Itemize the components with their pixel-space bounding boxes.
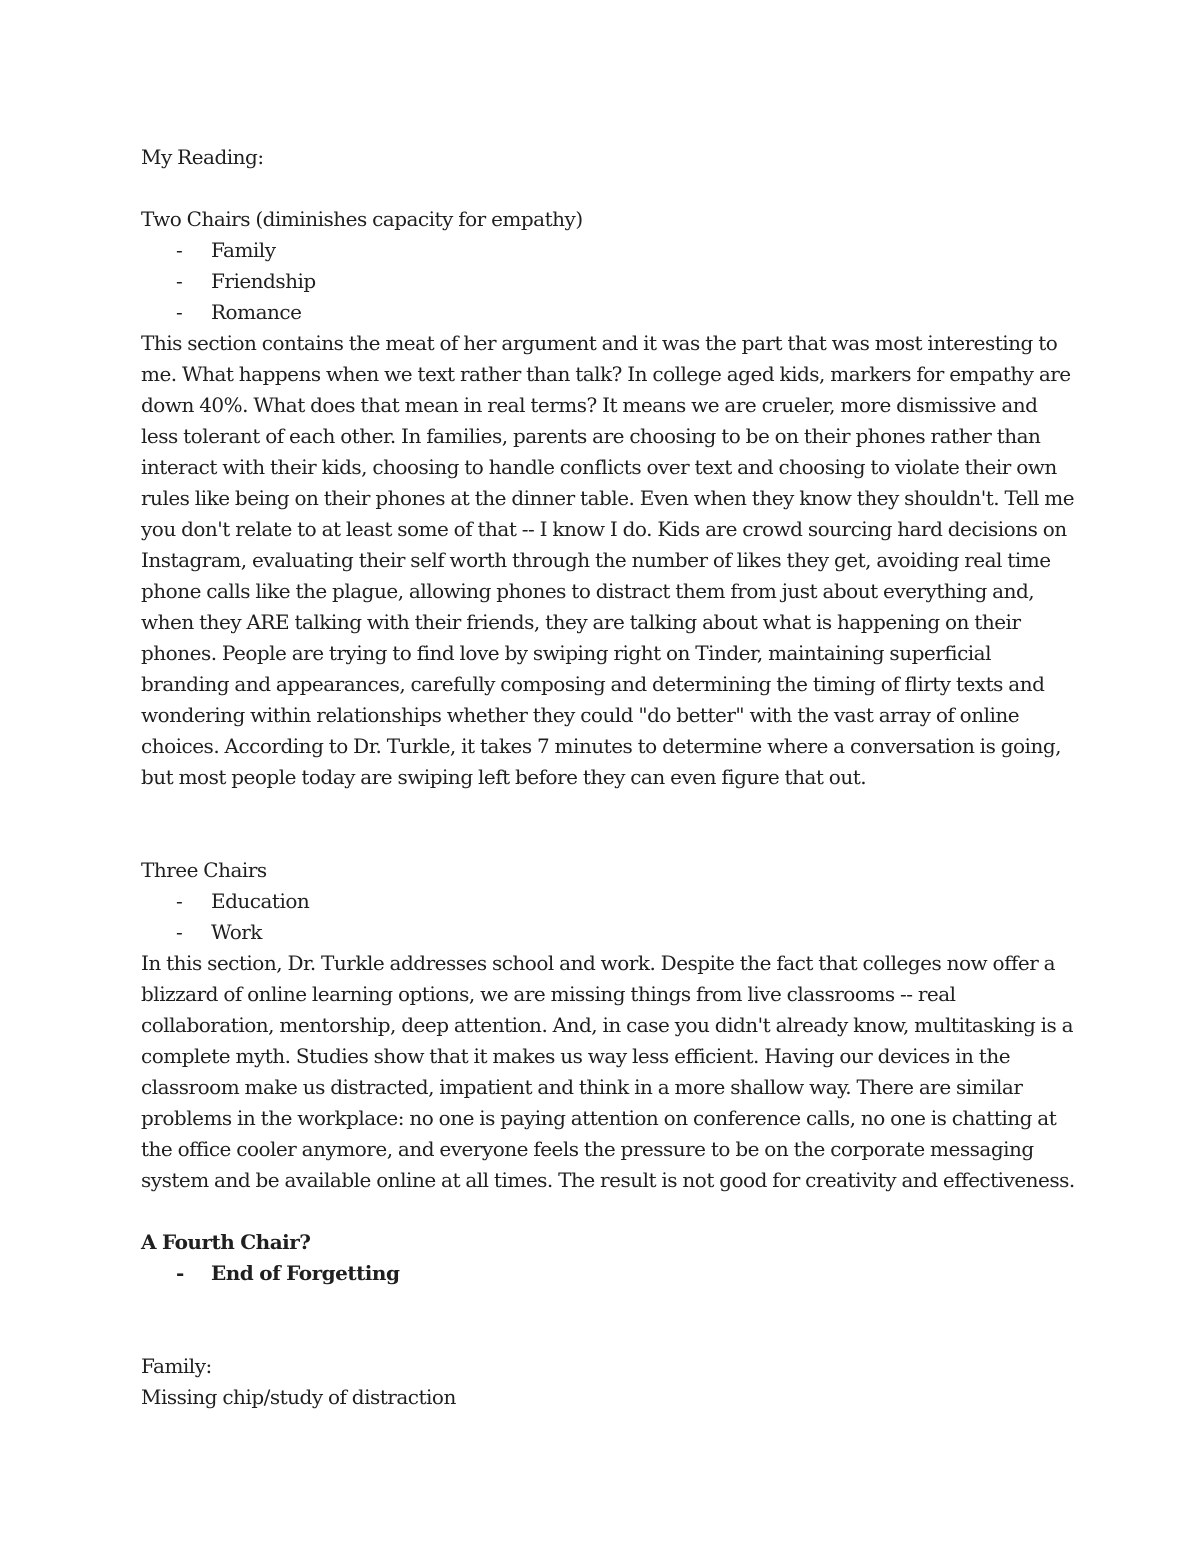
- list-item-text: Work: [211, 920, 262, 944]
- spacer: [141, 1289, 1066, 1320]
- fourth-chair-heading: A Fourth Chair?: [141, 1230, 311, 1254]
- family-heading: Family:: [141, 1354, 212, 1378]
- list-item: [141, 297, 1066, 328]
- list-item: [141, 917, 1066, 948]
- spacer: [141, 173, 1066, 204]
- paragraph-line: phone calls like the plague, allowing phones to distract them from just about everything and,: [141, 579, 1035, 603]
- paragraph-line: me. What happens when we text rather than talk? In college aged kids, markers for empathy are: [141, 362, 1071, 386]
- paragraph-line: system and be available online at all times. The result is not good for creativity and effectiveness.: [141, 1168, 1075, 1192]
- paragraph-line: wondering within relationships whether they could "do better" with the vast array of online: [141, 703, 1020, 727]
- paragraph-line: the office cooler anymore, and everyone feels the pressure to be on the corporate messaging: [141, 1137, 1034, 1161]
- paragraph-line: problems in the workplace: no one is paying attention on conference calls, no one is chatting at: [141, 1106, 1057, 1130]
- list-item-text: Romance: [211, 300, 302, 324]
- paragraph-line: choices. According to Dr. Turkle, it takes 7 minutes to determine where a conversation is going,: [141, 734, 1061, 758]
- two-chairs-paragraph: [141, 328, 1075, 793]
- three-chairs-paragraph: [141, 948, 1075, 1196]
- paragraph-line: In this section, Dr. Turkle addresses school and work. Despite the fact that colleges now offer a: [141, 951, 1056, 975]
- paragraph-line: Instagram, evaluating their self worth through the number of likes they get, avoiding real time: [141, 548, 1051, 572]
- two-chairs-heading: Two Chairs (diminishes capacity for empathy): [141, 207, 583, 231]
- paragraph-line: This section contains the meat of her argument and it was the part that was most interesting to: [141, 331, 1058, 355]
- spacer: [141, 793, 1066, 824]
- paragraph-line: phones. People are trying to find love by swiping right on Tinder, maintaining superficial: [141, 641, 991, 665]
- paragraph-line: branding and appearances, carefully composing and determining the timing of flirty texts and: [141, 672, 1045, 696]
- bullet-dash: -: [176, 920, 183, 944]
- paragraph-line: complete myth. Studies show that it makes us way less efficient. Having our devices in the: [141, 1044, 1011, 1068]
- paragraph-line: rules like being on their phones at the dinner table. Even when they know they shouldn't. Tell me: [141, 486, 1075, 510]
- bullet-dash: -: [176, 269, 183, 293]
- bullet-dash: -: [176, 300, 183, 324]
- paragraph-line: classroom make us distracted, impatient and think in a more shallow way. There are similar: [141, 1075, 1023, 1099]
- bullet-dash: -: [176, 1261, 184, 1285]
- list-item: [141, 1258, 1066, 1289]
- family-note-line: Missing chip/study of distraction: [141, 1385, 456, 1409]
- paragraph-line: but most people today are swiping left before they can even figure that out.: [141, 765, 867, 789]
- list-item-text: Education: [211, 889, 310, 913]
- my-reading-heading: My Reading:: [141, 145, 264, 169]
- three-chairs-heading: Three Chairs: [141, 858, 267, 882]
- paragraph-line: less tolerant of each other. In families, parents are choosing to be on their phones rather than: [141, 424, 1041, 448]
- spacer: [141, 824, 1066, 855]
- paragraph-line: blizzard of online learning options, we are missing things from live classrooms -- real: [141, 982, 956, 1006]
- list-item: [141, 235, 1066, 266]
- spacer: [141, 1320, 1066, 1351]
- list-item: [141, 266, 1066, 297]
- bullet-dash: -: [176, 238, 183, 262]
- list-item-text: Family: [211, 238, 276, 262]
- bullet-dash: -: [176, 889, 183, 913]
- list-item: [141, 886, 1066, 917]
- document-body: [141, 142, 1075, 1413]
- paragraph-line: you don't relate to at least some of that -- I know I do. Kids are crowd sourcing hard decisions on: [141, 517, 1067, 541]
- paragraph-line: down 40%. What does that mean in real terms? It means we are crueler, more dismissive and: [141, 393, 1038, 417]
- paragraph-line: interact with their kids, choosing to handle conflicts over text and choosing to violate their own: [141, 455, 1057, 479]
- paragraph-line: collaboration, mentorship, deep attention. And, in case you didn't already know, multitasking is a: [141, 1013, 1074, 1037]
- spacer: [141, 1196, 1066, 1227]
- list-item-text: End of Forgetting: [211, 1261, 400, 1285]
- list-item-text: Friendship: [211, 269, 316, 293]
- paragraph-line: when they ARE talking with their friends, they are talking about what is happening on their: [141, 610, 1021, 634]
